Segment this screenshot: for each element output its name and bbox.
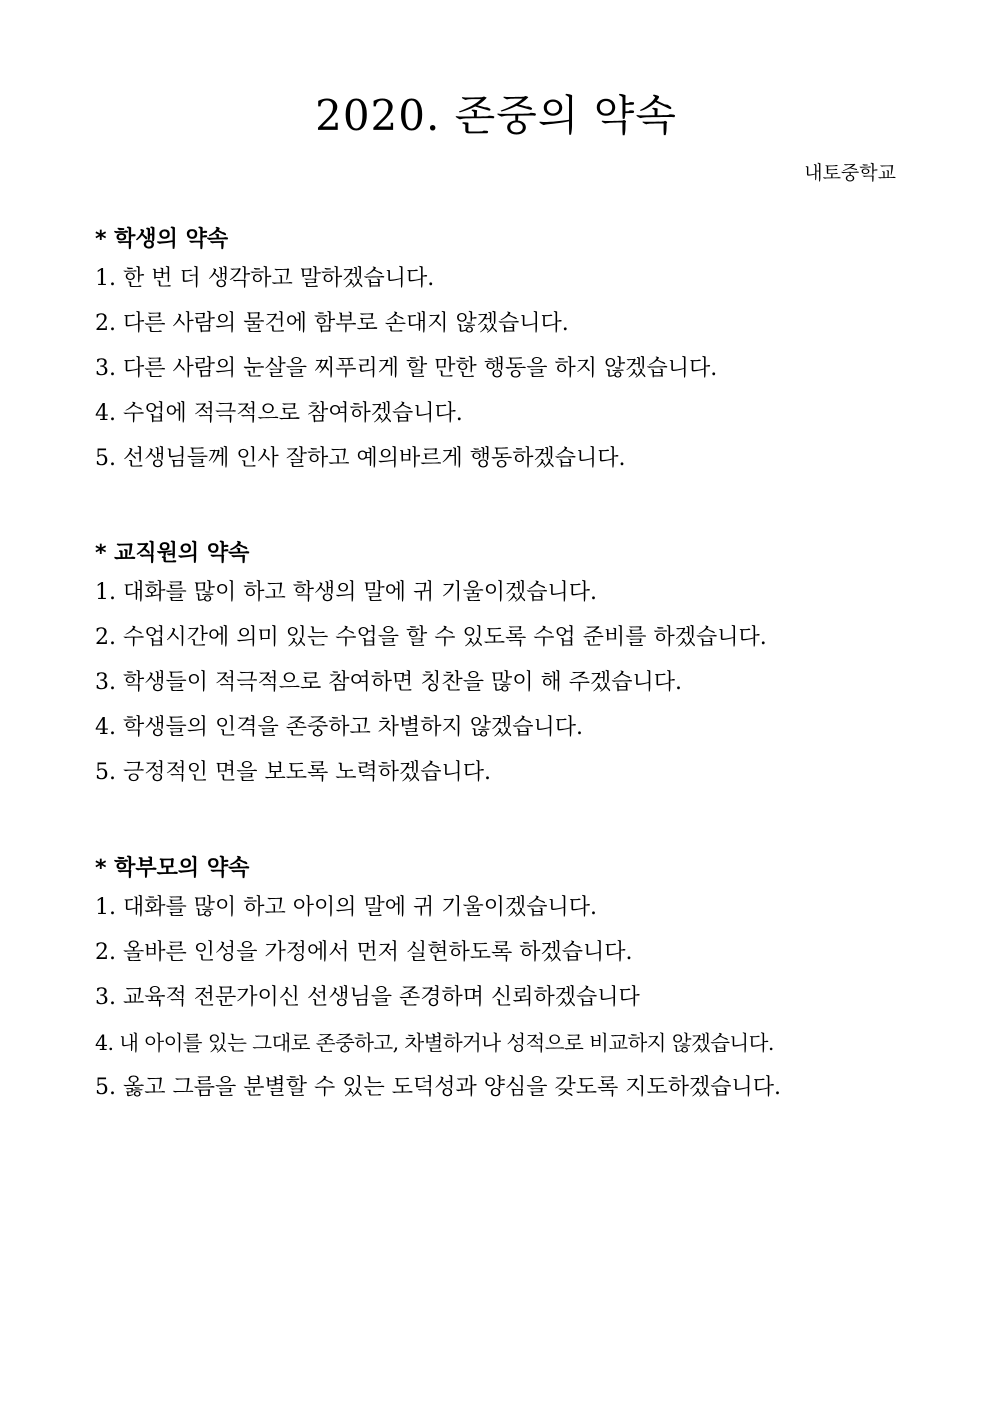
promise-item: 5. 선생님들께 인사 잘하고 예의바르게 행동하겠습니다. xyxy=(95,446,626,471)
promise-item: 3. 교육적 전문가이신 선생님을 존경하며 신뢰하겠습니다 xyxy=(95,985,640,1010)
section-heading: * 교직원의 약속 xyxy=(95,541,250,566)
promise-item: 2. 다른 사람의 물건에 함부로 손대지 않겠습니다. xyxy=(95,311,569,336)
promise-item: 5. 옳고 그름을 분별할 수 있는 도덕성과 양심을 갖도록 지도하겠습니다. xyxy=(95,1075,781,1100)
section-heading: * 학부모의 약속 xyxy=(95,856,250,881)
parent-promise-section xyxy=(95,854,905,1118)
promise-item: 3. 학생들이 적극적으로 참여하면 칭찬을 많이 해 주겠습니다. xyxy=(95,670,682,695)
promise-item: 5. 긍정적인 면을 보도록 노력하겠습니다. xyxy=(95,760,491,785)
promise-item: 3. 다른 사람의 눈살을 찌푸리게 할 만한 행동을 하지 않겠습니다. xyxy=(95,356,718,381)
promise-item: 4. 수업에 적극적으로 참여하겠습니다. xyxy=(95,401,463,426)
promise-item: 1. 대화를 많이 하고 아이의 말에 귀 기울이겠습니다. xyxy=(95,895,597,920)
document-title: 2020. 존중의 약속 xyxy=(315,91,677,140)
section-heading: * 학생의 약속 xyxy=(95,227,229,252)
promise-item: 2. 수업시간에 의미 있는 수업을 할 수 있도록 수업 준비를 하겠습니다. xyxy=(95,625,767,650)
promise-item: 1. 한 번 더 생각하고 말하겠습니다. xyxy=(95,266,435,291)
staff-promise-section xyxy=(95,539,905,803)
school-name: 내토중학교 xyxy=(804,162,896,184)
promise-item: 1. 대화를 많이 하고 학생의 말에 귀 기울이겠습니다. xyxy=(95,580,597,605)
student-promise-section xyxy=(95,225,905,489)
promise-item: 4. 학생들의 인격을 존중하고 차별하지 않겠습니다. xyxy=(95,715,583,740)
promise-item: 4. 내 아이를 있는 그대로 존중하고, 차별하거나 성적으로 비교하지 않겠습니다. xyxy=(95,1031,774,1055)
promise-item: 2. 올바른 인성을 가정에서 먼저 실현하도록 하겠습니다. xyxy=(95,940,633,965)
